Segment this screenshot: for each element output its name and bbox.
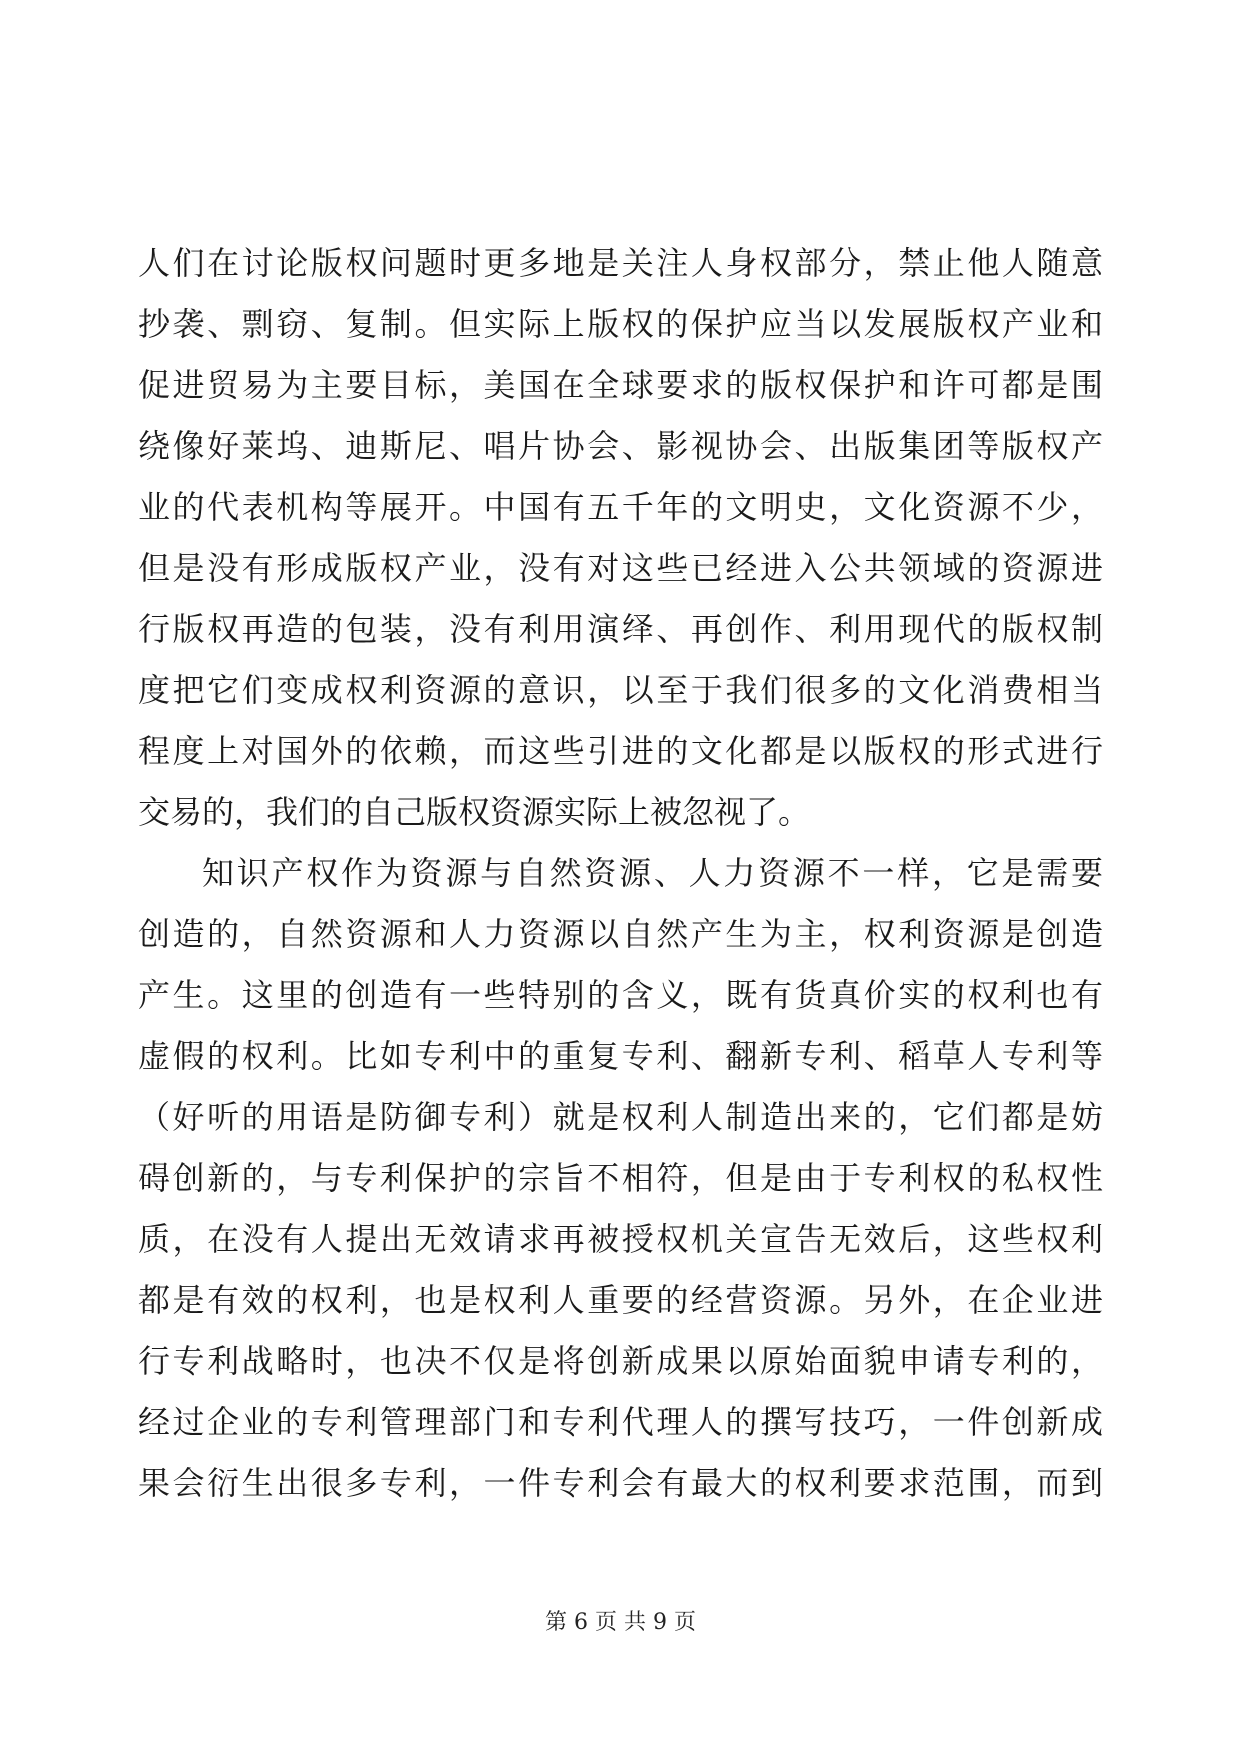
text-line: 促进贸易为主要目标，美国在全球要求的版权保护和许可都是围 (138, 366, 1103, 404)
text-line: 产生。这里的创造有一些特别的含义，既有货真价实的权利也有 (138, 976, 1103, 1014)
text-line: 碍创新的，与专利保护的宗旨不相符，但是由于专利权的私权性 (138, 1159, 1103, 1197)
document-body (138, 233, 1103, 1514)
text-line: 创造的，自然资源和人力资源以自然产生为主，权利资源是创造 (138, 915, 1103, 953)
text-line: 虚假的权利。比如专利中的重复专利、翻新专利、稻草人专利等 (138, 1037, 1103, 1075)
text-line: 都是有效的权利，也是权利人重要的经营资源。另外，在企业进 (138, 1281, 1103, 1319)
text-line: 行专利战略时，也决不仅是将创新成果以原始面貌申请专利的， (138, 1342, 1103, 1380)
page-footer (0, 1608, 1241, 1638)
text-line: 果会衍生出很多专利，一件专利会有最大的权利要求范围，而到 (138, 1464, 1103, 1502)
text-line: 交易的，我们的自己版权资源实际上被忽视了。 (138, 793, 811, 831)
text-line: 知识产权作为资源与自然资源、人力资源不一样，它是需要 (202, 854, 1103, 892)
text-line: （好听的用语是防御专利）就是权利人制造出来的，它们都是妨 (138, 1098, 1103, 1136)
text-line: 程度上对国外的依赖，而这些引进的文化都是以版权的形式进行 (138, 732, 1103, 770)
text-line: 经过企业的专利管理部门和专利代理人的撰写技巧，一件创新成 (138, 1403, 1103, 1441)
text-line: 质，在没有人提出无效请求再被授权机关宣告无效后，这些权利 (138, 1220, 1103, 1258)
text-line: 但是没有形成版权产业，没有对这些已经进入公共领域的资源进 (138, 549, 1103, 587)
text-line: 绕像好莱坞、迪斯尼、唱片协会、影视协会、出版集团等版权产 (138, 427, 1103, 465)
text-line: 行版权再造的包装，没有利用演绎、再创作、利用现代的版权制 (138, 610, 1103, 648)
text-line: 人们在讨论版权问题时更多地是关注人身权部分，禁止他人随意 (138, 244, 1103, 282)
page-number: 第 6 页 共 9 页 (545, 1610, 696, 1635)
text-line: 业的代表机构等展开。中国有五千年的文明史，文化资源不少， (138, 488, 1103, 526)
text-line: 抄袭、剽窃、复制。但实际上版权的保护应当以发展版权产业和 (138, 305, 1103, 343)
text-line: 度把它们变成权利资源的意识，以至于我们很多的文化消费相当 (138, 671, 1103, 709)
